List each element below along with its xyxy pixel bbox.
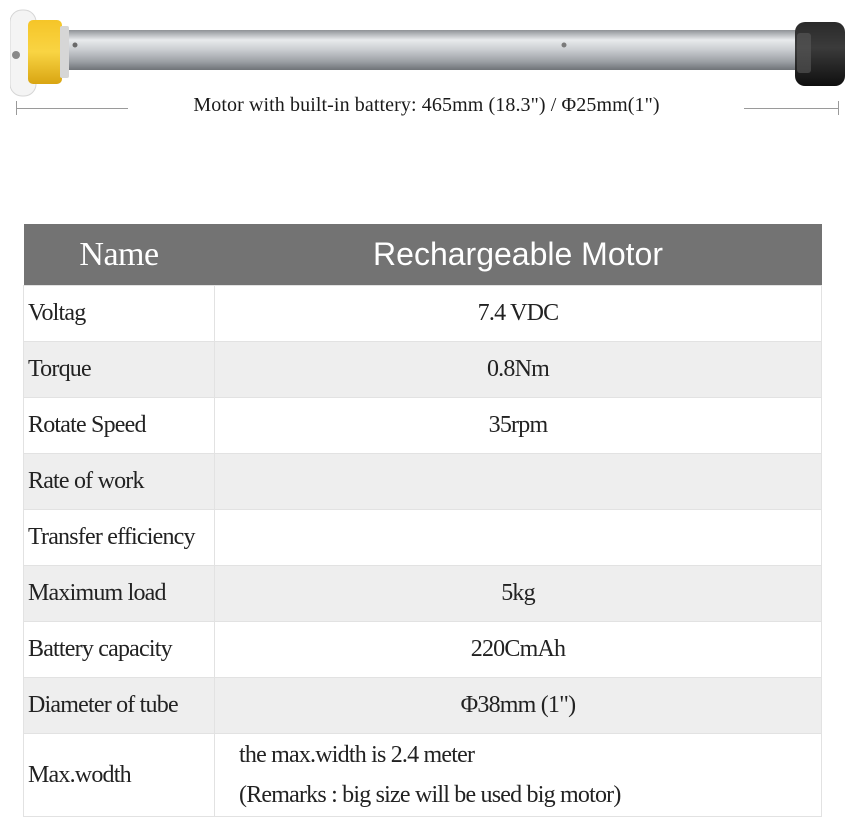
row-value: 7.4 VDC — [215, 286, 822, 342]
header-value: Rechargeable Motor — [215, 224, 822, 286]
row-label: Torque — [24, 342, 215, 398]
table-row — [24, 510, 822, 566]
row-label: Transfer efficiency — [24, 510, 215, 566]
row-value-line: (Remarks : big size will be used big motor) — [239, 782, 621, 808]
table-row — [24, 342, 822, 398]
row-value — [215, 510, 822, 566]
table-row — [24, 678, 822, 734]
motor-head-yellow — [28, 20, 69, 84]
row-label: Rate of work — [24, 454, 215, 510]
row-value — [215, 734, 822, 817]
table-row — [24, 398, 822, 454]
row-value — [215, 454, 822, 510]
row-value: 220CmAh — [215, 622, 822, 678]
motor-end-cap — [795, 22, 845, 86]
row-label: Battery capacity — [24, 622, 215, 678]
row-value-line: the max.width is 2.4 meter — [239, 742, 475, 768]
table-row — [24, 454, 822, 510]
row-label: Rotate Speed — [24, 398, 215, 454]
spec-table-header — [24, 224, 822, 286]
table-row — [24, 622, 822, 678]
table-row — [24, 734, 822, 817]
row-value: 0.8Nm — [215, 342, 822, 398]
row-value: 5kg — [215, 566, 822, 622]
spec-table — [23, 224, 822, 817]
row-label: Voltag — [24, 286, 215, 342]
header-name: Name — [24, 224, 215, 286]
motor-image — [10, 8, 850, 98]
motor-dimension-caption: Motor with built-in battery: 465mm (18.3") / Φ25mm(1") — [193, 94, 660, 116]
row-value: Φ38mm (1") — [215, 678, 822, 734]
table-row — [24, 566, 822, 622]
table-row — [24, 286, 822, 342]
row-value: 35rpm — [215, 398, 822, 454]
motor-tube — [65, 30, 810, 70]
row-label: Diameter of tube — [24, 678, 215, 734]
row-label: Maximum load — [24, 566, 215, 622]
row-label: Max.wodth — [24, 734, 215, 817]
